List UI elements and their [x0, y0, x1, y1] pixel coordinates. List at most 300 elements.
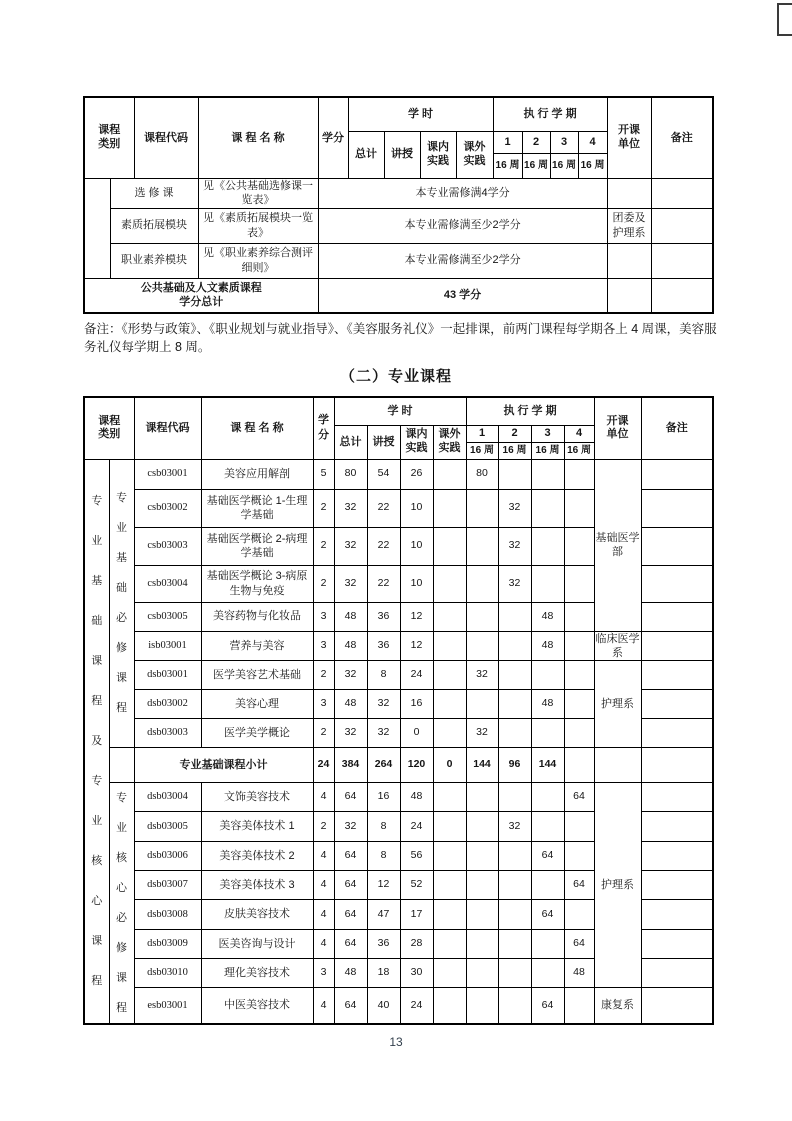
cell-sem2	[498, 841, 531, 870]
corner-artifact-box	[777, 3, 792, 36]
cell-note	[651, 208, 713, 243]
cell-code: csb03001	[134, 459, 201, 489]
cell-hours-outclass	[433, 958, 466, 987]
cell-sem3	[531, 870, 564, 899]
cell-code: dsb03008	[134, 900, 201, 929]
cell-hours-total: 64	[334, 870, 367, 899]
header-semesters: 执 行 学 期	[466, 397, 594, 425]
cell-sem3: 64	[531, 900, 564, 929]
cell-course-name: 中医美容技术	[201, 988, 313, 1024]
cell-sem3	[531, 661, 564, 690]
cell-course-name: 见《公共基础选修课一览表》	[198, 178, 318, 208]
table-row	[84, 988, 713, 1024]
cell-hours-inclass: 12	[400, 602, 433, 631]
cell-hours-outclass	[433, 527, 466, 565]
cell-module-label: 素质拓展模块	[110, 208, 198, 243]
header-hours-inclass: 课内实践	[420, 131, 456, 178]
cell-sem3	[531, 489, 564, 527]
cell-hours-total: 32	[334, 719, 367, 748]
cell-sem2	[498, 929, 531, 958]
cell-sem1: 144	[466, 748, 498, 783]
cell-hours-total: 32	[334, 489, 367, 527]
header-week-2: 16 周	[522, 153, 550, 178]
cell-sem2	[498, 719, 531, 748]
cell-module-label: 选 修 课	[110, 178, 198, 208]
cell-sem1	[466, 988, 498, 1024]
cell-sem4	[564, 988, 594, 1024]
header-hours: 学 时	[334, 397, 466, 425]
cell-course-name: 美容美体技术 1	[201, 812, 313, 841]
cell-unit	[607, 243, 651, 278]
cell-hours-outclass: 0	[433, 748, 466, 783]
cell-note	[641, 631, 713, 661]
cell-note	[641, 565, 713, 602]
cell-note	[641, 661, 713, 690]
cell-hours-lecture: 40	[367, 988, 400, 1024]
cell-course-name: 基础医学概论 2-病理学基础	[201, 527, 313, 565]
cell-note	[641, 870, 713, 899]
cell-course-name: 见《职业素养综合测评细则》	[198, 243, 318, 278]
cell-sem4: 64	[564, 929, 594, 958]
cell-unit	[594, 748, 641, 783]
cell-note	[641, 602, 713, 631]
cell-sem1	[466, 602, 498, 631]
cell-course-name: 美容美体技术 2	[201, 841, 313, 870]
cell-code: dsb03005	[134, 812, 201, 841]
cell-sem2: 32	[498, 812, 531, 841]
cell-hours-inclass: 17	[400, 900, 433, 929]
cell-sem4	[564, 690, 594, 719]
cell-code: dsb03009	[134, 929, 201, 958]
cell-sem2	[498, 900, 531, 929]
cell-sem1: 80	[466, 459, 498, 489]
cell-course-name: 美容应用解剖	[201, 459, 313, 489]
cell-hours-outclass	[433, 489, 466, 527]
table-row	[84, 459, 713, 489]
cell-sem4	[564, 841, 594, 870]
cell-code: dsb03007	[134, 870, 201, 899]
cell-hours-total: 64	[334, 783, 367, 812]
cell-hours-outclass	[433, 565, 466, 602]
cell-sem3	[531, 527, 564, 565]
header-week-4: 16 周	[578, 153, 607, 178]
cell-hours-lecture: 47	[367, 900, 400, 929]
cell-credit: 4	[313, 783, 334, 812]
cell-sem2	[498, 690, 531, 719]
cell-hours-lecture: 22	[367, 565, 400, 602]
cell-hours-total: 64	[334, 929, 367, 958]
header-sem-3: 3	[550, 131, 578, 153]
cell-hours-total: 48	[334, 690, 367, 719]
cell-sem1	[466, 489, 498, 527]
cell-sem2: 32	[498, 527, 531, 565]
cell-sem4	[564, 719, 594, 748]
table-row	[84, 178, 713, 208]
header-hours-inclass: 课内实践	[400, 425, 433, 459]
header-week-4: 16 周	[564, 442, 594, 459]
cell-credit: 3	[313, 958, 334, 987]
professional-courses-table	[83, 396, 714, 1025]
cell-sem3	[531, 958, 564, 987]
cell-hours-lecture: 32	[367, 690, 400, 719]
cell-note	[651, 278, 713, 313]
header-sem-1: 1	[466, 425, 498, 442]
cell-course-name: 文饰美容技术	[201, 783, 313, 812]
cell-hours-lecture: 18	[367, 958, 400, 987]
cell-total-label	[84, 278, 318, 313]
cell-unit-nursing: 护理系	[594, 661, 641, 748]
public-courses-table	[83, 96, 714, 314]
cell-credit: 4	[313, 929, 334, 958]
cell-category-inner-core: 专业核心必修课程	[109, 783, 134, 1025]
cell-course-name: 理化美容技术	[201, 958, 313, 987]
cell-hours-inclass: 120	[400, 748, 433, 783]
table-row-total	[84, 278, 713, 313]
cell-sem1	[466, 900, 498, 929]
table-row	[84, 783, 713, 812]
cell-sem1	[466, 690, 498, 719]
cell-hours-outclass	[433, 719, 466, 748]
cell-hours-inclass: 26	[400, 459, 433, 489]
cell-sem1	[466, 783, 498, 812]
cell-sem2	[498, 631, 531, 661]
cell-hours-inclass: 10	[400, 565, 433, 602]
cell-hours-outclass	[433, 929, 466, 958]
cell-category-inner-spacer	[109, 748, 134, 783]
cell-subtotal-label: 专业基础课程小计	[134, 748, 313, 783]
cell-sem4	[564, 631, 594, 661]
cell-hours-outclass	[433, 783, 466, 812]
cell-note	[641, 690, 713, 719]
footnote-text: 备注：《形势与政策》、《职业规划与就业指导》、《美容服务礼仪》一起排课，前两门课程每学期各上 4 周课，美容服务礼仪每学期上 8 周。	[84, 322, 717, 355]
header-credit: 学分	[318, 97, 348, 178]
cell-credit: 4	[313, 988, 334, 1024]
cell-requirement: 本专业需修满至少2学分	[318, 208, 607, 243]
header-sem-1: 1	[493, 131, 522, 153]
cell-sem1	[466, 812, 498, 841]
header-hours-total: 总计	[334, 425, 367, 459]
cell-hours-total: 64	[334, 900, 367, 929]
cell-code: dsb03010	[134, 958, 201, 987]
header-name: 课 程 名 称	[201, 397, 313, 459]
cell-sem4	[564, 489, 594, 527]
header-credit: 学分	[313, 397, 334, 459]
cell-course-name: 美容美体技术 3	[201, 870, 313, 899]
cell-hours-lecture: 16	[367, 783, 400, 812]
cell-hours-inclass: 0	[400, 719, 433, 748]
cell-note	[641, 748, 713, 783]
cell-sem1	[466, 631, 498, 661]
header-code: 课程代码	[134, 97, 198, 178]
cell-credit: 2	[313, 661, 334, 690]
cell-hours-outclass	[433, 661, 466, 690]
cell-sem3: 48	[531, 690, 564, 719]
cell-course-name: 医学美学概论	[201, 719, 313, 748]
cell-hours-lecture: 54	[367, 459, 400, 489]
header-name: 课 程 名 称	[198, 97, 318, 178]
cell-note	[641, 900, 713, 929]
cell-hours-total: 32	[334, 527, 367, 565]
header-hours-lecture: 讲授	[384, 131, 420, 178]
cell-note	[641, 841, 713, 870]
cell-note	[641, 783, 713, 812]
header-sem-4: 4	[564, 425, 594, 442]
cell-hours-outclass	[433, 459, 466, 489]
cell-hours-outclass	[433, 900, 466, 929]
cell-sem3: 64	[531, 841, 564, 870]
cell-course-name: 美容药物与化妆品	[201, 602, 313, 631]
cell-hours-lecture: 22	[367, 489, 400, 527]
cell-course-name: 美容心理	[201, 690, 313, 719]
cell-hours-inclass: 48	[400, 783, 433, 812]
cell-sem4	[564, 748, 594, 783]
cell-hours-lecture: 12	[367, 870, 400, 899]
cell-hours-inclass: 12	[400, 631, 433, 661]
cell-sem3: 144	[531, 748, 564, 783]
cell-sem2	[498, 602, 531, 631]
cell-sem4	[564, 661, 594, 690]
cell-note	[641, 929, 713, 958]
cell-hours-inclass: 16	[400, 690, 433, 719]
total-label-line1: 公共基础及人文素质课程	[140, 281, 262, 294]
cell-hours-lecture: 8	[367, 812, 400, 841]
header-hours: 学 时	[348, 97, 493, 131]
header-unit: 开课单位	[594, 397, 641, 459]
cell-code: csb03004	[134, 565, 201, 602]
cell-unit: 团委及护理系	[607, 208, 651, 243]
cell-hours-inclass: 30	[400, 958, 433, 987]
cell-unit-clinical: 临床医学系	[595, 632, 640, 659]
cell-hours-inclass: 24	[400, 988, 433, 1024]
cell-hours-total: 32	[334, 812, 367, 841]
cell-code: dsb03004	[134, 783, 201, 812]
cell-sem4: 64	[564, 870, 594, 899]
table-row	[84, 631, 713, 661]
cell-hours-outclass	[433, 602, 466, 631]
header-hours-outclass: 课外实践	[433, 425, 466, 459]
cell-note	[641, 988, 713, 1024]
cell-sem2	[498, 988, 531, 1024]
cell-sem3	[531, 565, 564, 602]
cell-note	[641, 527, 713, 565]
cell-note	[651, 243, 713, 278]
cell-sem4	[564, 459, 594, 489]
cell-hours-outclass	[433, 988, 466, 1024]
cell-course-name: 见《素质拓展模块一览表》	[198, 208, 318, 243]
header-note: 备注	[641, 397, 713, 459]
cell-sem1	[466, 841, 498, 870]
cell-credit: 24	[313, 748, 334, 783]
header-week-2: 16 周	[498, 442, 531, 459]
cell-code: dsb03002	[134, 690, 201, 719]
cell-code: csb03005	[134, 602, 201, 631]
cell-hours-total: 384	[334, 748, 367, 783]
cell-unit-nursing: 护理系	[594, 783, 641, 988]
header-hours-lecture: 讲授	[367, 425, 400, 459]
cell-hours-total: 48	[334, 631, 367, 661]
cell-sem4	[564, 527, 594, 565]
cell-hours-lecture: 22	[367, 527, 400, 565]
cell-sem2: 32	[498, 489, 531, 527]
cell-credit: 3	[313, 631, 334, 661]
cell-code: isb03001	[134, 631, 201, 661]
cell-hours-total: 32	[334, 565, 367, 602]
table-row	[84, 661, 713, 690]
cell-sem2: 96	[498, 748, 531, 783]
cell-hours-outclass	[433, 841, 466, 870]
cell-sem3: 64	[531, 988, 564, 1024]
cell-credit: 2	[313, 812, 334, 841]
cell-hours-lecture: 32	[367, 719, 400, 748]
cell-course-name: 医美咨询与设计	[201, 929, 313, 958]
cell-hours-lecture: 264	[367, 748, 400, 783]
cell-hours-lecture: 8	[367, 841, 400, 870]
cell-sem3: 48	[531, 631, 564, 661]
cell-credit: 2	[313, 527, 334, 565]
cell-credit: 3	[313, 602, 334, 631]
header-semesters: 执 行 学 期	[493, 97, 607, 131]
cell-credit: 5	[313, 459, 334, 489]
cell-sem3: 48	[531, 602, 564, 631]
cell-sem1	[466, 958, 498, 987]
header-sem-2: 2	[498, 425, 531, 442]
cell-hours-inclass: 56	[400, 841, 433, 870]
cell-hours-outclass	[433, 690, 466, 719]
cell-sem3	[531, 929, 564, 958]
cell-sem1	[466, 527, 498, 565]
cell-hours-total: 64	[334, 988, 367, 1024]
cell-credit: 2	[313, 719, 334, 748]
page-number: 13	[389, 1035, 403, 1049]
cell-sem2	[498, 459, 531, 489]
cell-unit-rehab: 康复系	[594, 988, 641, 1024]
cell-sem3	[531, 719, 564, 748]
cell-unit-basic-med: 基础医学部	[594, 459, 641, 631]
cell-hours-inclass: 24	[400, 812, 433, 841]
cell-hours-inclass: 10	[400, 489, 433, 527]
cell-sem1	[466, 929, 498, 958]
cell-credit: 2	[313, 565, 334, 602]
cell-module-label: 职业素养模块	[110, 243, 198, 278]
cell-category-outer: 专业基础课程及专业核心课程	[84, 459, 109, 1024]
cell-hours-inclass: 24	[400, 661, 433, 690]
cell-note	[651, 178, 713, 208]
cell-hours-total: 64	[334, 841, 367, 870]
cell-code: dsb03003	[134, 719, 201, 748]
cell-note	[641, 719, 713, 748]
header-week-3: 16 周	[531, 442, 564, 459]
cell-course-name: 医学美容艺术基础	[201, 661, 313, 690]
cell-hours-total: 80	[334, 459, 367, 489]
header-unit: 开课单位	[607, 97, 651, 178]
cell-course-name: 基础医学概论 1-生理学基础	[201, 489, 313, 527]
cell-unit	[607, 278, 651, 313]
cell-code: csb03003	[134, 527, 201, 565]
header-sem-3: 3	[531, 425, 564, 442]
header-sem-2: 2	[522, 131, 550, 153]
cell-unit	[607, 178, 651, 208]
cell-sem1: 32	[466, 719, 498, 748]
cell-note	[641, 489, 713, 527]
header-hours-total: 总计	[348, 131, 384, 178]
cell-requirement: 本专业需修满4学分	[318, 178, 607, 208]
header-week-1: 16 周	[493, 153, 522, 178]
cell-hours-total: 48	[334, 602, 367, 631]
cell-hours-lecture: 36	[367, 602, 400, 631]
cell-sem4	[564, 602, 594, 631]
cell-sem3	[531, 783, 564, 812]
header-week-3: 16 周	[550, 153, 578, 178]
cell-hours-inclass: 10	[400, 527, 433, 565]
table-row-subtotal	[84, 748, 713, 783]
header-sem-4: 4	[578, 131, 607, 153]
cell-sem2: 32	[498, 565, 531, 602]
cell-sem4: 64	[564, 783, 594, 812]
cell-credit: 2	[313, 489, 334, 527]
cell-hours-lecture: 8	[367, 661, 400, 690]
cell-hours-total: 48	[334, 958, 367, 987]
cell-sem3	[531, 459, 564, 489]
cell-hours-lecture: 36	[367, 929, 400, 958]
cell-credit: 4	[313, 870, 334, 899]
cell-credit: 4	[313, 841, 334, 870]
cell-code: csb03002	[134, 489, 201, 527]
cell-sem4	[564, 565, 594, 602]
cell-sem4: 48	[564, 958, 594, 987]
table-row	[84, 243, 713, 278]
header-category: 课程类别	[84, 397, 134, 459]
cell-code: dsb03001	[134, 661, 201, 690]
header-week-1: 16 周	[466, 442, 498, 459]
header-category: 课程类别	[84, 97, 134, 178]
cell-course-name: 营养与美容	[201, 631, 313, 661]
cell-sem4	[564, 900, 594, 929]
cell-code: dsb03006	[134, 841, 201, 870]
cell-hours-outclass	[433, 631, 466, 661]
cell-sem4	[564, 812, 594, 841]
header-hours-outclass: 课外实践	[456, 131, 493, 178]
cell-note	[641, 459, 713, 489]
cell-sem2	[498, 870, 531, 899]
cell-course-name: 皮肤美容技术	[201, 900, 313, 929]
cell-sem2	[498, 783, 531, 812]
header-note: 备注	[651, 97, 713, 178]
header-code: 课程代码	[134, 397, 201, 459]
cell-sem1	[466, 565, 498, 602]
total-label-line2: 学分总计	[179, 296, 224, 309]
cell-hours-outclass	[433, 870, 466, 899]
cell-category-inner-basic: 专业基础必修课程	[109, 459, 134, 748]
cell-code: esb03001	[134, 988, 201, 1024]
cell-course-name: 基础医学概论 3-病原生物与免疫	[201, 565, 313, 602]
cell-hours-inclass: 28	[400, 929, 433, 958]
cell-hours-outclass	[433, 812, 466, 841]
cell-sem1	[466, 870, 498, 899]
cell-hours-total: 32	[334, 661, 367, 690]
section-title: （二）专业课程	[339, 368, 452, 385]
cell-credit: 4	[313, 900, 334, 929]
cell-sem1: 32	[466, 661, 498, 690]
cell-note	[641, 812, 713, 841]
cell-hours-inclass: 52	[400, 870, 433, 899]
cell-sem2	[498, 958, 531, 987]
cell-requirement: 本专业需修满至少2学分	[318, 243, 607, 278]
table-row	[84, 208, 713, 243]
cell-sem2	[498, 661, 531, 690]
cell-sem3	[531, 812, 564, 841]
cell-credit: 3	[313, 690, 334, 719]
cell-hours-lecture: 36	[367, 631, 400, 661]
